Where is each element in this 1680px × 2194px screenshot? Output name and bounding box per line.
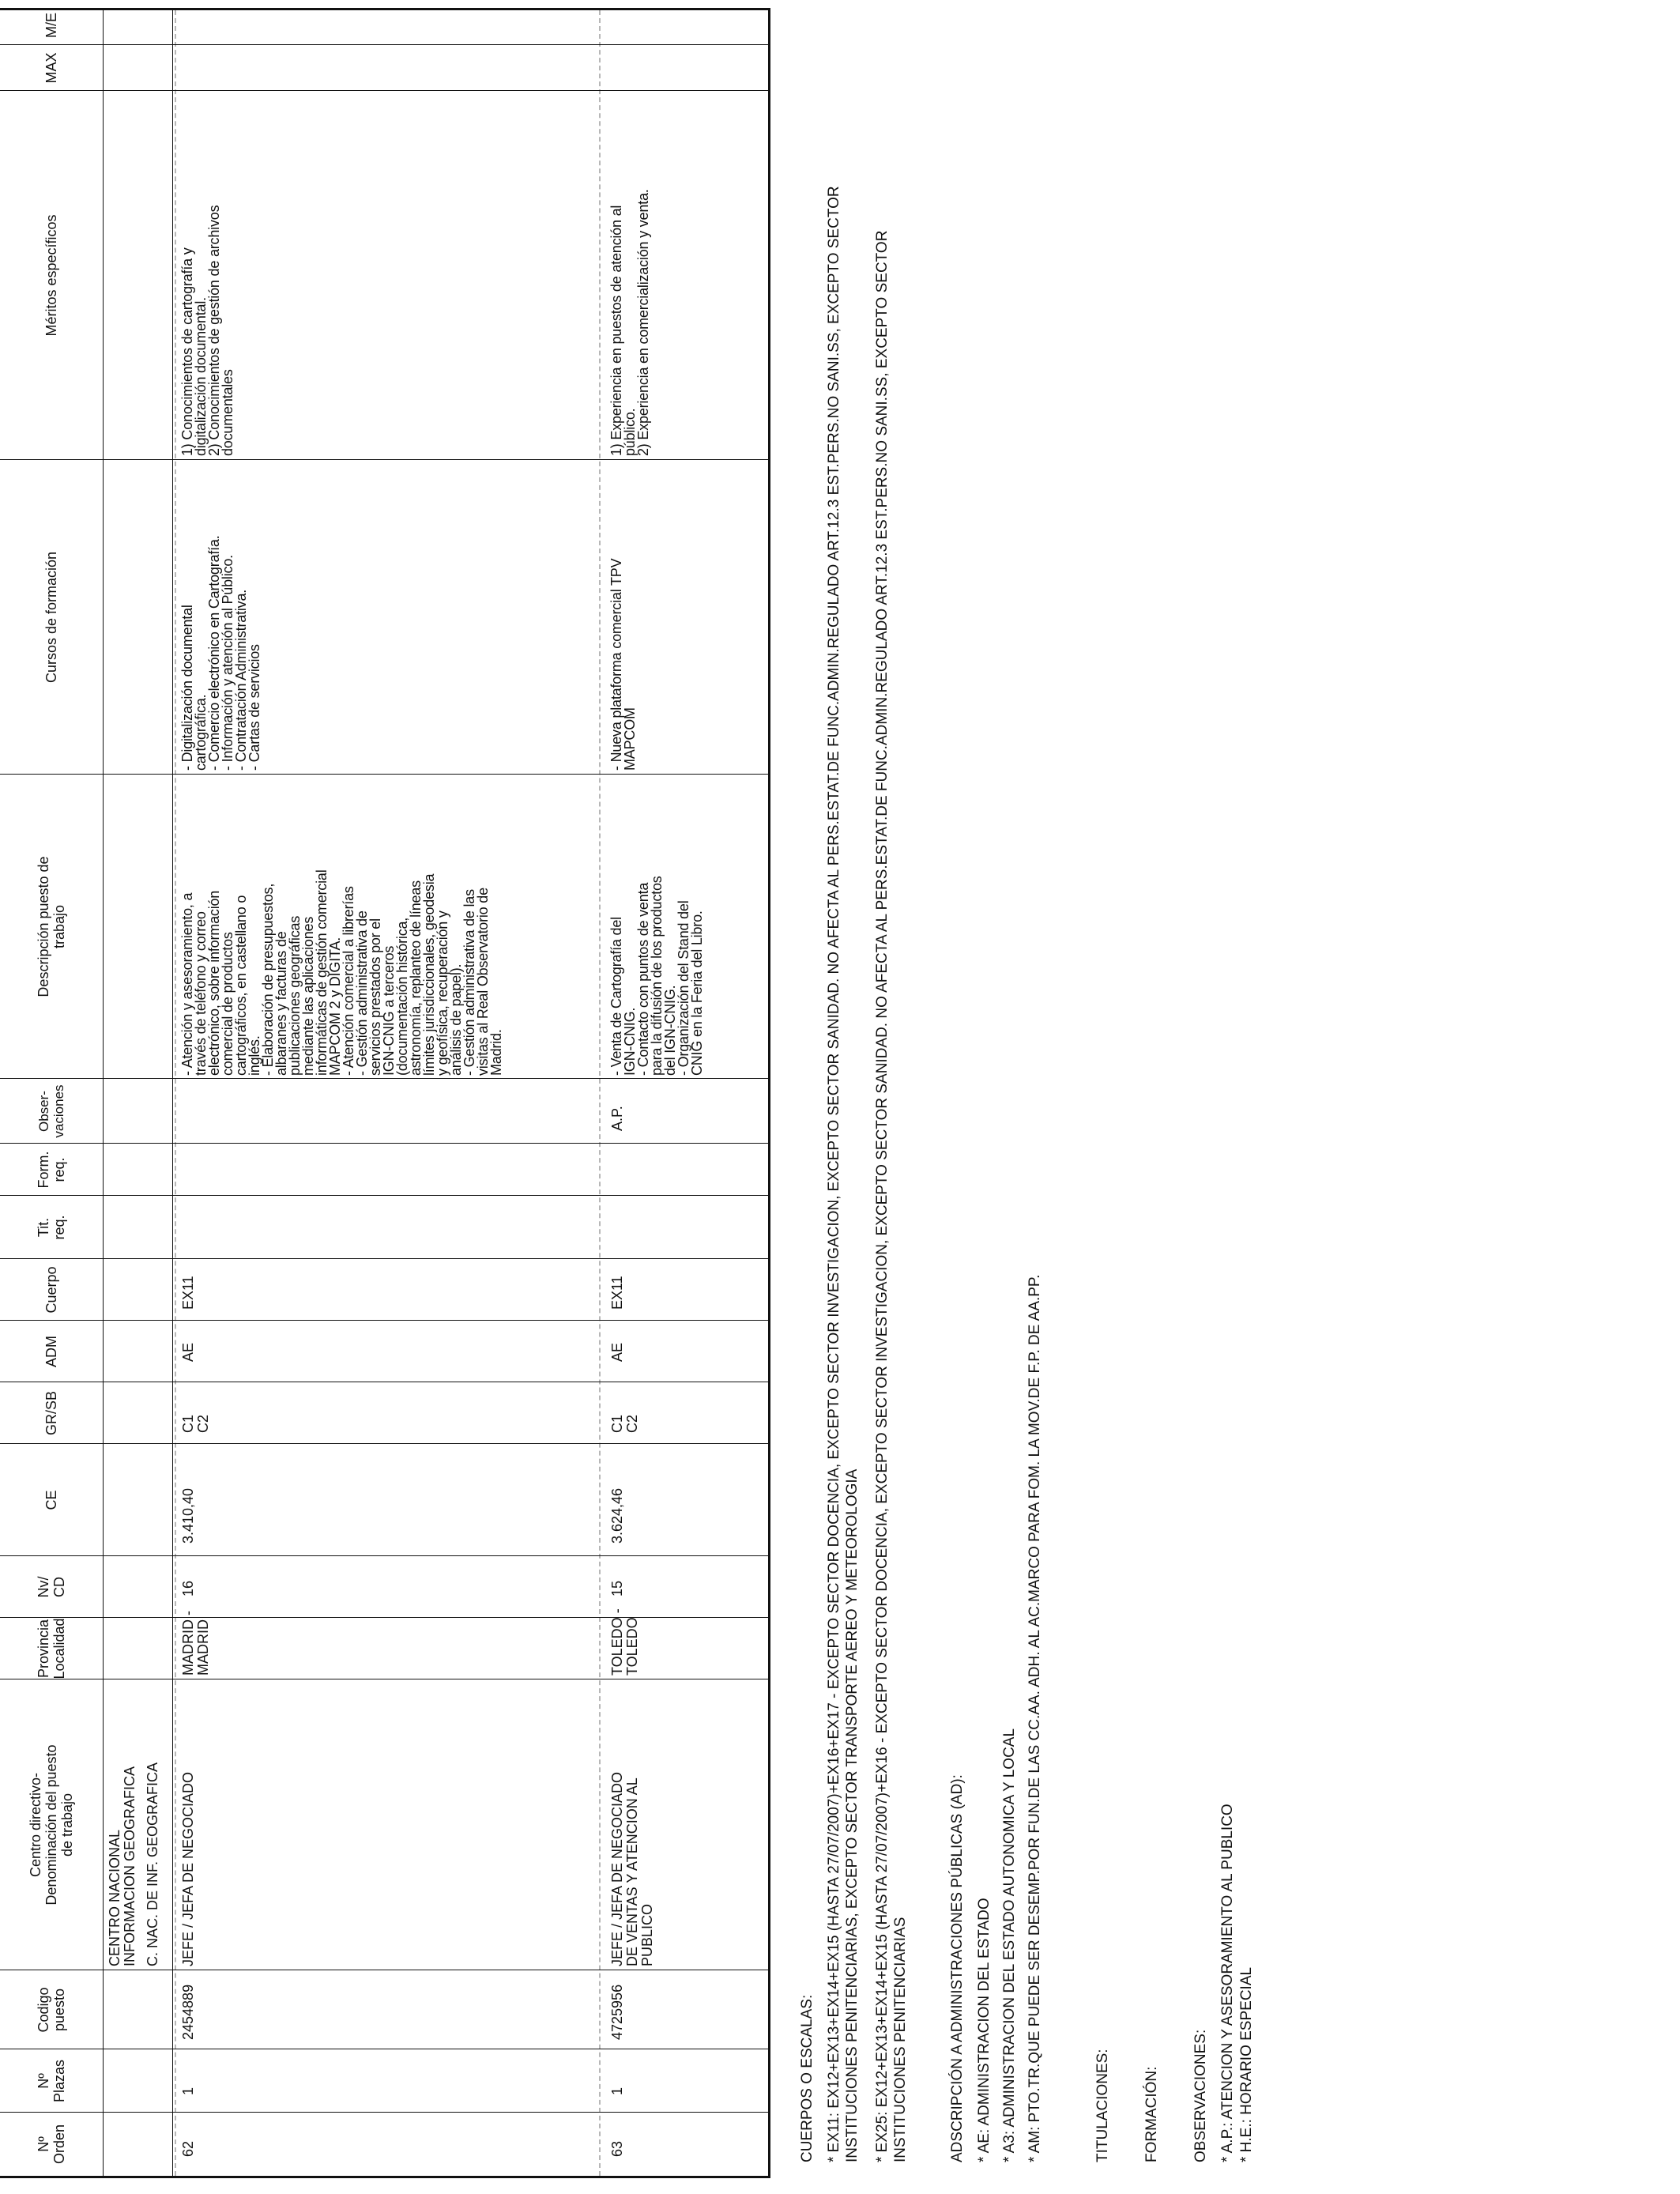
row-obs: A.P. xyxy=(609,1106,625,1131)
col-line xyxy=(0,2112,768,2113)
row-grsb: C1 C2 xyxy=(180,1414,211,1433)
positions-table xyxy=(0,8,770,2178)
row-63-top xyxy=(599,10,601,2176)
col-line xyxy=(0,459,768,460)
row-descripcion: - Venta de Cartografía del IGN-CNIG. - Contacto con puntos de venta para la difusión de los productos del IGN-CNIG. - Organización del Stand del CNIG en la Feria del Libro. xyxy=(608,876,705,1076)
col-line xyxy=(0,1078,768,1079)
header-orden: Nº Orden xyxy=(36,2124,67,2165)
row-plazas: 1 xyxy=(180,2087,196,2095)
row-adm: AE xyxy=(180,1342,196,1362)
col-line xyxy=(0,90,768,91)
header-nivel: Nv/ CD xyxy=(36,1576,67,1598)
observaciones-title: OBSERVACIONES: xyxy=(1192,2029,1209,2162)
header-codigo: Codigo puesto xyxy=(36,1987,67,2033)
note-am: * AM: PTO.TR.QUE PUEDE SER DESEMP.POR FUN.DE LAS CC.AA. ADH. AL AC.MARCO PARA FOM. LA MOV.DE F.P. DE AA.PP. xyxy=(1026,1274,1043,2162)
header-tit: Tit. req. xyxy=(36,1215,67,1240)
row-adm: AE xyxy=(609,1342,625,1362)
section-separator xyxy=(172,10,173,2176)
note-ex25: * EX25: EX12+EX13+EX14+EX15 (HASTA 27/07/2007)+EX16 - EXCEPTO SECTOR DOCENCIA, EXCEPTO SECTOR INVESTIGACION, EXCEPTO SECTOR SANIDAD. NO AFECTA AL PERS.ESTAT.DE FUNC.ADMIN.REGULADO ART.12.3 EST.PERS.NO SANI.SS, EXCEPTO SECTOR INSTITUCIONES PENITENCIARIAS xyxy=(874,230,909,2162)
header-cursos: Cursos de formación xyxy=(43,551,59,684)
row-ce: 3.410,40 xyxy=(180,1487,196,1544)
header-grsb: GR/SB xyxy=(43,1391,59,1436)
header-centro: Centro directivo- Denominación del puesto de trabajo xyxy=(28,1744,75,1906)
col-line xyxy=(0,1258,768,1259)
col-line xyxy=(0,1617,768,1618)
note-ex11: * EX11: EX12+EX13+EX14+EX15 (HASTA 27/07/2007)+EX16+EX17 - EXCEPTO SECTOR DOCENCIA, EXCEPTO SECTOR INVESTIGACION, EXCEPTO SECTOR SANIDAD. NO AFECTA AL PERS.ESTAT.DE FUNC.ADMIN.REGULADO ART.12.3 EST.PERS.NO SANI.SS, EXCEPTO SECTOR INSTITUCIONES PENITENCIARIAS, EXCEPTO SECTOR TRANSPORTE AEREO Y METEOROLOGIA xyxy=(826,186,861,2162)
header-ce: CE xyxy=(43,1490,59,1510)
col-line xyxy=(0,774,768,775)
note-ae: * AE: ADMINISTRACION DEL ESTADO xyxy=(976,1898,993,2162)
row-cursos: - Digitalización documental cartográfica. - Comercio electrónico en Cartografía. - Información y atención al Público. - Contratación Administrativa. - Cartas de servicios xyxy=(179,535,262,771)
row-ce: 3.624,46 xyxy=(609,1487,625,1544)
row-grsb: C1 C2 xyxy=(609,1414,640,1433)
row-cuerpo: EX11 xyxy=(609,1276,625,1310)
row-nivel: 15 xyxy=(609,1580,625,1596)
col-line xyxy=(0,1443,768,1444)
formacion-title: FORMACIÓN: xyxy=(1143,2066,1160,2162)
header-obs: Obser- vaciones xyxy=(36,1084,66,1138)
note-he: * H.E.: HORARIO ESPECIAL xyxy=(1238,1966,1255,2162)
col-line xyxy=(0,1195,768,1196)
row-meritos: 1) Conocimientos de cartografía y digitalización documental. 2) Conocimientos de gestión de archivos documentales xyxy=(179,205,235,456)
note-a3: * A3: ADMINISTRACION DEL ESTADO AUTONOMICA Y LOCAL xyxy=(1001,1728,1018,2162)
header-meritos: Méritos específicos xyxy=(43,214,59,337)
header-max: MAX xyxy=(43,52,59,84)
section-subcentro: C. NAC. DE INF. GEOGRAFICA xyxy=(145,1762,160,1966)
col-line xyxy=(0,1555,768,1556)
col-line xyxy=(0,1320,768,1321)
header-separator xyxy=(103,10,104,2176)
row-cuerpo: EX11 xyxy=(180,1276,196,1310)
titulaciones-title: TITULACIONES: xyxy=(1094,2049,1111,2162)
row-denominacion: JEFE / JEFA DE NEGOCIADO xyxy=(180,1771,196,1966)
header-provincia: Provincia Localidad xyxy=(36,1618,67,1679)
row-cursos: - Nueva plataforma comercial TPV MAPCOM xyxy=(608,558,638,771)
row-62-top xyxy=(175,10,176,2176)
section-centro: CENTRO NACIONAL INFORMACION GEOGRAFICA xyxy=(107,1766,137,1966)
row-orden: 63 xyxy=(609,2140,625,2157)
col-line xyxy=(0,44,768,45)
row-descripcion: - Atención y asesoramiento, a través de teléfono y correo electrónico, sobre información comercial de productos cartográficos, en castellano o inglés. - Elaboración de presupuestos, albaranes y facturas de publicaciones geográficas mediante las aplicaciones informáticas de gestión comercial MAPCOM 2 y DIGITA. - Atención comercial a librerías - Gestión administrativa de servicios prestados por el IGN-CNIG a terceros (documentación histórica, astronomía, replanteo de líneas límites jurisdiccionales, geodesia y geofísica, recuperación y análisis de papel). - Gestión administrativa de las visitas al Real Observatorio de Madrid. xyxy=(179,869,504,1076)
col-line xyxy=(0,1143,768,1144)
header-cuerpo: Cuerpo xyxy=(43,1266,59,1314)
row-codigo: 4725956 xyxy=(609,1984,625,2040)
header-adm: ADM xyxy=(43,1336,59,1367)
note-ap: * A.P.: ATENCION Y ASESORAMIENTO AL PUBLICO xyxy=(1219,1804,1236,2162)
table-bottom xyxy=(768,10,769,2176)
row-meritos: 1) Experiencia en puestos de atención al público. 2) Experiencia en comercialización y venta. xyxy=(608,189,651,456)
header-me: M/E xyxy=(43,13,59,39)
row-denominacion: JEFE / JEFA DE NEGOCIADO DE VENTAS Y ATENCION AL PUBLICO xyxy=(609,1771,655,1966)
row-plazas: 1 xyxy=(609,2087,625,2095)
row-codigo: 2454889 xyxy=(180,1984,196,2040)
row-provincia: MADRID - MADRID xyxy=(180,1611,211,1676)
cuerpos-title: CUERPOS O ESCALAS: xyxy=(799,1994,816,2162)
row-provincia: TOLEDO - TOLEDO xyxy=(609,1608,640,1676)
row-orden: 62 xyxy=(180,2140,196,2157)
row-nivel: 16 xyxy=(180,1580,196,1596)
header-form: Form. req. xyxy=(36,1151,67,1189)
adscripcion-title: ADSCRIPCIÓN A ADMINISTRACIONES PÚBLICAS (AD): xyxy=(949,1774,966,2162)
header-plazas: Nº Plazas xyxy=(36,2059,67,2103)
header-descripcion: Descripción puesto de trabajo xyxy=(36,856,67,997)
